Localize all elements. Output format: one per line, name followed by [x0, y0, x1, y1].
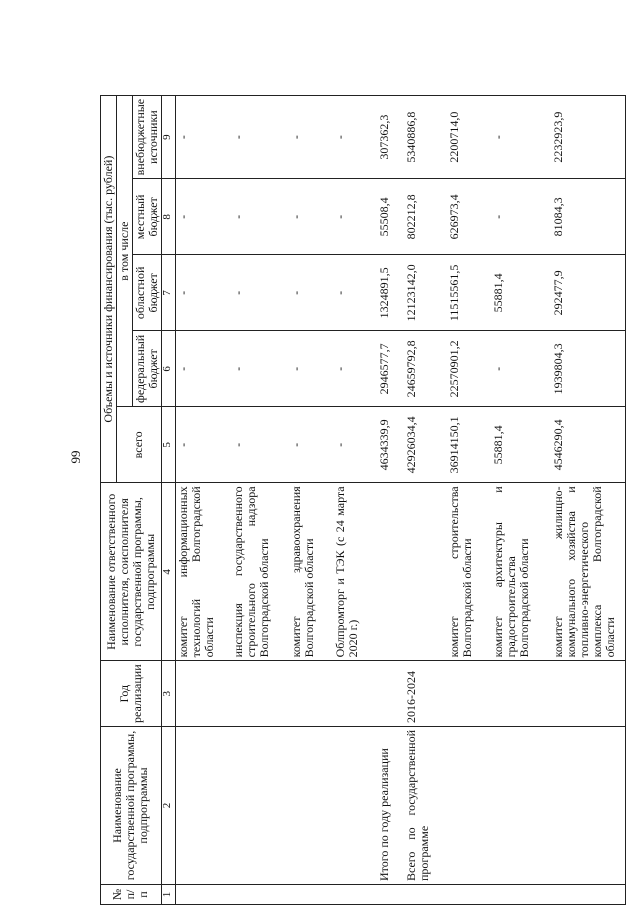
cell-local: 81084,3: [551, 179, 625, 255]
cell-local: -: [231, 179, 289, 255]
cell-year: [377, 661, 404, 727]
cell-total: 4634339,9: [377, 407, 404, 483]
cell-number: [447, 885, 491, 905]
cell-year: [447, 661, 491, 727]
cell-regional: 12123142,0: [404, 255, 447, 331]
cell-local: -: [333, 179, 377, 255]
column-number: 8: [161, 179, 175, 255]
cell-program: [289, 727, 333, 885]
header-local: местный бюджет: [132, 179, 161, 255]
cell-number: [289, 885, 333, 905]
cell-number: [175, 885, 231, 905]
cell-extrabudget: -: [491, 95, 551, 179]
cell-extrabudget: 2232923,9: [551, 95, 625, 179]
cell-executor: комитет строительства Волгоградской области: [447, 483, 491, 661]
cell-extrabudget: -: [175, 95, 231, 179]
cell-regional: -: [289, 255, 333, 331]
cell-regional: 55881,4: [491, 255, 551, 331]
column-number: 1: [161, 885, 175, 905]
column-number: 5: [161, 407, 175, 483]
cell-regional: 1324891,5: [377, 255, 404, 331]
cell-year: [231, 661, 289, 727]
header-total: всего: [116, 407, 161, 483]
table-row: [289, 95, 333, 904]
header-financing-group: Объемы и источники финансирования (тыс. рублей): [101, 95, 117, 483]
header-extrabudget: внебюджетные источники: [132, 95, 161, 179]
cell-federal: -: [491, 331, 551, 407]
cell-number: [333, 885, 377, 905]
cell-total: -: [289, 407, 333, 483]
column-number: 4: [161, 483, 175, 661]
cell-year: [551, 661, 625, 727]
cell-regional: 11515561,5: [447, 255, 491, 331]
cell-executor: комитет здравоохранения Волгоградской области: [289, 483, 333, 661]
column-number: 3: [161, 661, 175, 727]
table-row: [333, 95, 377, 904]
cell-program: [447, 727, 491, 885]
cell-total: -: [231, 407, 289, 483]
cell-extrabudget: 5340886,8: [404, 95, 447, 179]
column-number: 9: [161, 95, 175, 179]
cell-executor: [404, 483, 447, 661]
cell-federal: 1939804,3: [551, 331, 625, 407]
table-row-program-total: [404, 95, 447, 904]
cell-number: [377, 885, 404, 905]
cell-regional: -: [175, 255, 231, 331]
header-year: Год реализации: [101, 661, 162, 727]
cell-program: [333, 727, 377, 885]
cell-federal: 22570901,2: [447, 331, 491, 407]
cell-number: [551, 885, 625, 905]
header-executor: Наименование ответственного исполнителя, соисполнителя государственной программы, подпрограммы: [101, 483, 162, 661]
cell-executor: комитет жилищно-коммунального хозяйства и топливно-энергетического комплекса Волгоградской области: [551, 483, 625, 661]
financing-table: [100, 95, 626, 905]
cell-local: -: [491, 179, 551, 255]
cell-extrabudget: -: [333, 95, 377, 179]
rotated-page: [100, 0, 640, 905]
cell-program: [491, 727, 551, 885]
cell-executor: комитет архитектуры и градостроительства Волгоградской области: [491, 483, 551, 661]
cell-extrabudget: -: [289, 95, 333, 179]
column-number: 6: [161, 331, 175, 407]
cell-number: [404, 885, 447, 905]
cell-local: 626973,4: [447, 179, 491, 255]
cell-extrabudget: 2200714,0: [447, 95, 491, 179]
cell-number: [491, 885, 551, 905]
cell-year: [333, 661, 377, 727]
cell-year: [289, 661, 333, 727]
cell-regional: 292477,9: [551, 255, 625, 331]
cell-local: -: [289, 179, 333, 255]
cell-program: Итого по году реализации: [377, 727, 404, 885]
cell-local: -: [175, 179, 231, 255]
cell-number: [231, 885, 289, 905]
cell-executor: комитет информационных технологий Волгоградской области: [175, 483, 231, 661]
cell-federal: -: [333, 331, 377, 407]
header-program-name: Наименование государственной программы, подпрограммы: [101, 727, 162, 885]
table-row: [175, 95, 231, 904]
page-number: 99: [68, 450, 83, 464]
table-row: [551, 95, 625, 904]
cell-extrabudget: -: [231, 95, 289, 179]
cell-total: 55881,4: [491, 407, 551, 483]
cell-program: [551, 727, 625, 885]
cell-extrabudget: 307362,3: [377, 95, 404, 179]
header-regional: областной бюджет: [132, 255, 161, 331]
column-number: 7: [161, 255, 175, 331]
cell-local: 55508,4: [377, 179, 404, 255]
cell-total: -: [333, 407, 377, 483]
cell-regional: -: [333, 255, 377, 331]
table-row: [231, 95, 289, 904]
cell-total: 42926034,4: [404, 407, 447, 483]
cell-program: [175, 727, 231, 885]
cell-executor: Облпромторг и ТЭК (с 24 марта 2020 г.): [333, 483, 377, 661]
header-federal: федеральный бюджет: [132, 331, 161, 407]
cell-federal: 24659792,8: [404, 331, 447, 407]
cell-total: 4546290,4: [551, 407, 625, 483]
cell-program: [231, 727, 289, 885]
cell-year: [175, 661, 231, 727]
table-row: [491, 95, 551, 904]
cell-total: 36914150,1: [447, 407, 491, 483]
cell-federal: 2946577,7: [377, 331, 404, 407]
cell-federal: -: [231, 331, 289, 407]
cell-regional: -: [231, 255, 289, 331]
cell-year: 2016-2024: [404, 661, 447, 727]
cell-program: Всего по государственной программе: [404, 727, 447, 885]
cell-federal: -: [175, 331, 231, 407]
table-row: [447, 95, 491, 904]
column-number: 2: [161, 727, 175, 885]
cell-executor: инспекция государственного строительного надзора Волгоградской области: [231, 483, 289, 661]
cell-total: -: [175, 407, 231, 483]
header-in-that: в том числе: [116, 95, 132, 407]
cell-executor: [377, 483, 404, 661]
cell-federal: -: [289, 331, 333, 407]
header-number: № п/п: [101, 885, 162, 905]
cell-year: [491, 661, 551, 727]
table-row-year-total: [377, 95, 404, 904]
cell-local: 802212,8: [404, 179, 447, 255]
